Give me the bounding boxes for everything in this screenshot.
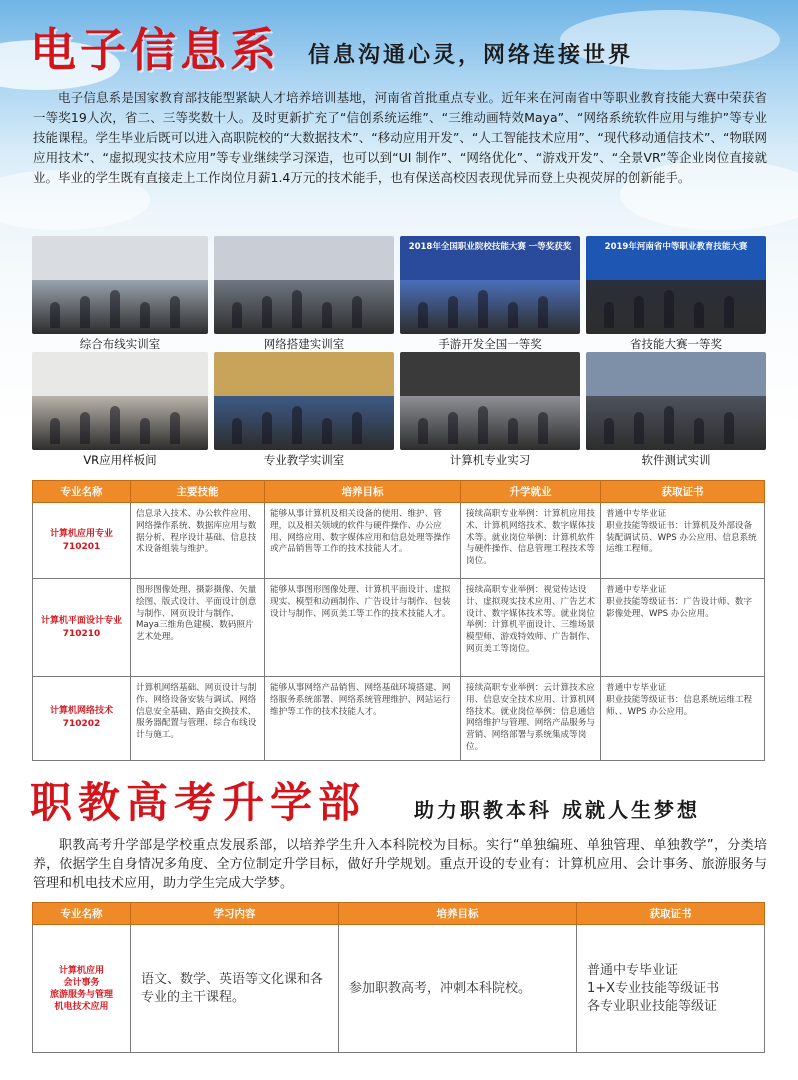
major-name: 计算机网络技术: [49, 706, 113, 717]
photo: [586, 236, 766, 334]
photo-caption: 专业教学实训室: [263, 453, 345, 467]
photo: [400, 352, 580, 450]
photo: [586, 352, 766, 450]
col-header-goal: 培养目标: [339, 903, 577, 925]
major-name-cell: [33, 579, 131, 677]
major-code: 710201: [62, 541, 101, 552]
major-name: 机电技术应用: [54, 1001, 109, 1012]
photo-caption: VR应用样板间: [83, 453, 157, 467]
career-cell: 接续高职专业举例：计算机应用技术、计算机网络技术、数字媒体技术等。就业岗位举例：计算机软件与硬件操作、信息管理工程技术等岗位。: [461, 503, 601, 579]
col-header-name: 专业名称: [33, 903, 131, 925]
photo: [214, 352, 394, 450]
table-row: [33, 925, 765, 1053]
career-cell: 接续高职专业举例：云计算技术应用、信息安全技术应用、计算机网络技术。就业岗位举例：信息通信网络维护与管理、网络产品服务与营销、网络部署与系统集成等岗位。: [461, 677, 601, 761]
table-header-row: [33, 903, 765, 925]
major-code: 710202: [62, 719, 101, 730]
photo-caption: 综合布线实训室: [79, 337, 161, 351]
cert-cell: [577, 925, 765, 1053]
photo-caption: 网络搭建实训室: [263, 337, 345, 351]
col-header-content: 学习内容: [131, 903, 339, 925]
goal-cell: 能够从事图形图像处理、计算机平面设计、虚拟现实、模型和动画制作、广告设计与制作、包装设计与制作、网页美工等工作的技术技能人才。: [265, 579, 461, 677]
skills-cell: 图形图像处理、摄影摄像、矢量绘图、版式设计、平面设计创意与制作、网页设计与制作、Maya三维角色建模、数码照片艺术处理。: [131, 579, 265, 677]
content-cell: 语文、数学、英语等文化课和各专业的主干课程。: [131, 925, 339, 1053]
col-header-career: 升学就业: [461, 481, 601, 503]
goal-cell: 能够从事网络产品销售、网络基础环境搭建、网络服务系统部署、网络系统管理维护、网站运行维护等工作的技术技能人才。: [265, 677, 461, 761]
cert-cell: 普通中专毕业证 职业技能等级证书：计算机及外部设备装配调试员、WPS 办公应用、信息系统运维工程师。: [601, 503, 765, 579]
cert-line: 1+X专业技能等级证书: [587, 980, 720, 996]
career-cell: 接续高职专业举例：视觉传达设计、虚拟现实技术应用、广告艺术设计、数字媒体技术等。就业岗位举例：计算机平面设计、三维场景模型师、游戏特效师、广告制作、网页美工等岗位。: [461, 579, 601, 677]
major-name-cell: [33, 503, 131, 579]
section1-title: 电子信息系: [30, 23, 280, 77]
photo-caption: 手游开发全国一等奖: [438, 337, 542, 351]
major-name-cell: [33, 677, 131, 761]
photo-caption: 省技能大赛一等奖: [630, 337, 722, 351]
major-name: 计算机应用: [58, 965, 104, 976]
major-name: 计算机应用专业: [49, 528, 113, 539]
skills-cell: 信息录入技术、办公软件应用、网络操作系统、数据库应用与数据分析、程序设计基础、信息技术设备组装与维护。: [131, 503, 265, 579]
section2-title: 职教高考升学部: [30, 778, 367, 827]
goal-cell: 参加职教高考，冲刺本科院校。: [339, 925, 577, 1053]
section2-intro: 职教高考升学部是学校重点发展系部，以培养学生升入本科院校为目标。实行“单独编班、单独管理、单独教学”，分类培养，依据学生自身情况多角度、全方位制定升学目标，做好升学规划。重点开设的专业有：计算机应用、会计事务、旅游服务与管理和机电技术应用，助力学生完成大学梦。: [33, 838, 767, 891]
majors-table: [32, 480, 765, 761]
photo: [32, 236, 208, 334]
photo-caption: 计算机专业实习: [449, 453, 531, 467]
cert-line: 普通中专毕业证: [587, 962, 679, 978]
table-header-row: [33, 481, 765, 503]
cert-line: 各专业职业技能等级证: [587, 998, 718, 1014]
major-name: 会计事务: [63, 977, 100, 988]
col-header-cert: 获取证书: [577, 903, 765, 925]
major-name-cell: [33, 925, 131, 1053]
section1-intro: 电子信息系是国家教育部技能型紧缺人才培养培训基地，河南省首批重点专业。近年来在河南省中等职业教育技能大赛中荣获省一等奖19人次，省二、三等奖数十人。及时更新扩充了“信创系统运维”、“三维动画特效Maya”、“网络系统软件应用与维护”等专业技能课程。学生毕业后既可以进入高职院校的“大数据技术”、“移动应用开发”、“人工智能技术应用”、“现代移动通信技术”、“物联网应用技术”、“虚拟现实技术应用”等专业继续学习深造，也可以到“UI 制作”、“网络优化”、“游戏开发”、“全景VR”等企业岗位直接就业。毕业的学生既有直接走上工作岗位月薪1.4万元的技术能手，也有保送高校因表现优异而登上央视荧屏的创新能手。: [33, 90, 767, 185]
major-name: 旅游服务与管理: [49, 989, 113, 1000]
col-header-goal: 培养目标: [265, 481, 461, 503]
goal-cell: 能够从事计算机及相关设备的使用、维护、管理，以及相关领域的软件与硬件操作、办公应用、网络应用、数字媒体应用和信息处理等操作或产品销售等工作的技术技能人才。: [265, 503, 461, 579]
photo: [400, 236, 580, 334]
photo: [214, 236, 394, 334]
col-header-cert: 获取证书: [601, 481, 765, 503]
photo-caption: 软件测试实训: [641, 453, 711, 467]
section2-slogan: 助力职教本科 成就人生梦想: [414, 798, 700, 822]
photo-banner-text: 2018年全国职业院校技能大赛 一等奖获奖: [408, 242, 572, 252]
major-name: 计算机平面设计专业: [40, 615, 122, 626]
col-header-skills: 主要技能: [131, 481, 265, 503]
photo: [32, 352, 208, 450]
exam-majors-table: [32, 902, 765, 1053]
cert-cell: 普通中专毕业证 职业技能等级证书：信息系统运维工程师、、WPS 办公应用。: [601, 677, 765, 761]
skills-cell: 计算机网络基础、网页设计与制作、网络设备安装与调试、网络信息安全基础、路由交换技术、服务器配置与管理、综合布线设计与施工。: [131, 677, 265, 761]
table-row: [33, 579, 765, 677]
major-code: 710210: [62, 628, 101, 639]
col-header-name: 专业名称: [33, 481, 131, 503]
photo-banner-text: 2019年河南省中等职业教育技能大赛: [604, 242, 748, 252]
table-row: [33, 677, 765, 761]
table-row: [33, 503, 765, 579]
cert-cell: 普通中专毕业证 职业技能等级证书：广告设计师、数字影像处理、WPS 办公应用。: [601, 579, 765, 677]
section1-slogan: 信息沟通心灵，网络连接世界: [308, 42, 634, 68]
